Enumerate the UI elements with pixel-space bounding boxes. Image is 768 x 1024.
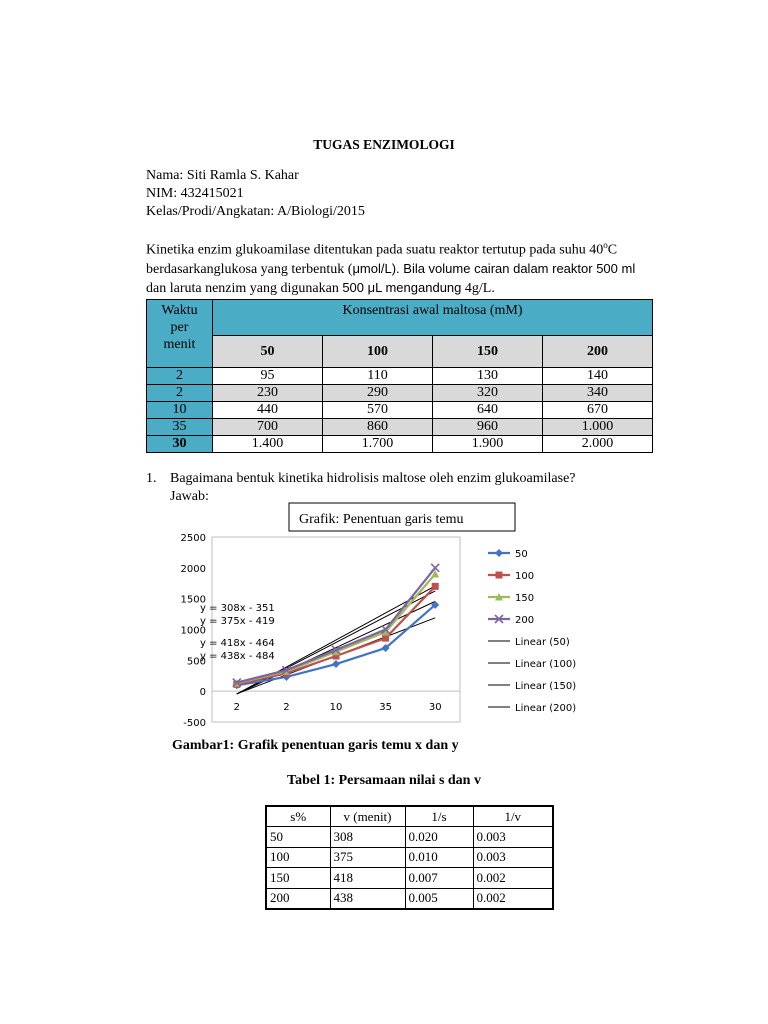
table-row: 150 418 0.007 0.002 <box>266 868 553 889</box>
series-line <box>237 586 435 684</box>
question-text: Bagaimana bentuk kinetika hidrolisis maltose oleh enzim glukoamilase? <box>170 471 576 486</box>
y-tick-label: 0 <box>199 687 206 699</box>
table-header-row: s% v (menit) 1/s 1/v <box>266 806 553 827</box>
para-line-2: berdasarkanglukosa yang terbentuk ( <box>146 261 353 277</box>
legend-label: Linear (200) <box>515 703 577 714</box>
legend-label: 100 <box>515 571 535 582</box>
data-point <box>382 635 389 642</box>
plot-area <box>212 537 460 722</box>
konsentrasi-header: Konsentrasi awal maltosa (mM) <box>213 300 653 336</box>
table-row: 100 375 0.010 0.003 <box>266 847 553 868</box>
data-point <box>332 660 340 668</box>
y-tick-label: 500 <box>186 656 206 668</box>
problem-paragraph <box>146 236 666 298</box>
col-header: 150 <box>432 336 542 368</box>
x-tick-label: 10 <box>329 702 343 714</box>
waktu-header: Waktu per menit <box>147 300 213 368</box>
info-name: Nama: Siti Ramla S. Kahar <box>146 168 299 183</box>
col-header: 200 <box>542 336 652 368</box>
legend-label: Linear (150) <box>515 681 577 692</box>
chart-title: Grafik: Penentuan garis temu <box>299 512 464 527</box>
y-tick-label: 1000 <box>180 625 206 637</box>
trendline-equation: y = 438x - 484 <box>200 651 275 662</box>
equation-table <box>265 805 554 910</box>
para-line-1-end: C <box>607 242 618 258</box>
legend-label: Linear (50) <box>515 637 570 648</box>
figure-caption: Gambar1: Grafik penentuan garis temu x dan y <box>172 738 459 753</box>
line-chart <box>170 500 600 736</box>
para-line-2-unit: μmol/L). Bila volume cairan dalam reaktor 500 ml <box>352 260 636 276</box>
trendline-equation: y = 418x - 464 <box>200 638 275 649</box>
info-class: Kelas/Prodi/Angkatan: A/Biologi/2015 <box>146 204 365 219</box>
y-tick-label: 2000 <box>180 563 206 575</box>
x-tick-label: 35 <box>379 702 392 714</box>
col-header: 50 <box>213 336 323 368</box>
answer-label: Jawab: <box>170 489 209 504</box>
data-point <box>432 583 439 590</box>
info-nim: NIM: 432415021 <box>146 186 244 201</box>
x-tick-label: 30 <box>428 702 442 714</box>
x-tick-label: 2 <box>283 702 290 714</box>
document-title: TUGAS ENZIMOLOGI <box>313 137 455 152</box>
table-row: 2 95 110 130 140 <box>147 368 653 385</box>
y-tick-label: 1500 <box>180 594 206 606</box>
para-line-3-unit: 500 μL mengandung <box>342 279 462 295</box>
student-info <box>146 167 365 221</box>
x-tick-label: 2 <box>233 702 240 714</box>
table-row: 50 308 0.020 0.003 <box>266 827 553 848</box>
trendline-equation: y = 375x - 419 <box>200 616 275 627</box>
degree-symbol: o <box>603 240 608 250</box>
table-caption: Tabel 1: Persamaan nilai s dan v <box>287 773 481 788</box>
col-header: 100 <box>322 336 432 368</box>
table-row: 200 438 0.005 0.002 <box>266 888 553 909</box>
legend-label: 50 <box>515 549 528 560</box>
table-row: 35 700 860 960 1.000 <box>147 419 653 436</box>
data-point <box>496 572 503 579</box>
para-line-3-end: 4g/L. <box>461 280 495 296</box>
table-row: 10 440 570 640 670 <box>147 402 653 419</box>
y-tick-label: -500 <box>183 718 206 729</box>
trendline-equation: y = 308x - 351 <box>200 603 275 614</box>
legend-label: 200 <box>515 615 535 626</box>
y-tick-label: 2500 <box>180 533 206 544</box>
table-row: 2 230 290 320 340 <box>147 385 653 402</box>
para-line-1: Kinetika enzim glukoamilase ditentukan pada suatu reaktor tertutup pada suhu 40 <box>146 242 604 258</box>
legend-label: 150 <box>515 593 535 604</box>
para-line-3: dan laruta nenzim yang digunakan <box>146 280 343 296</box>
data-table <box>146 299 653 453</box>
data-point <box>495 549 503 557</box>
table-row: 30 1.400 1.700 1.900 2.000 <box>147 436 653 453</box>
question-number: 1. <box>146 471 157 486</box>
legend-label: Linear (100) <box>515 659 577 670</box>
